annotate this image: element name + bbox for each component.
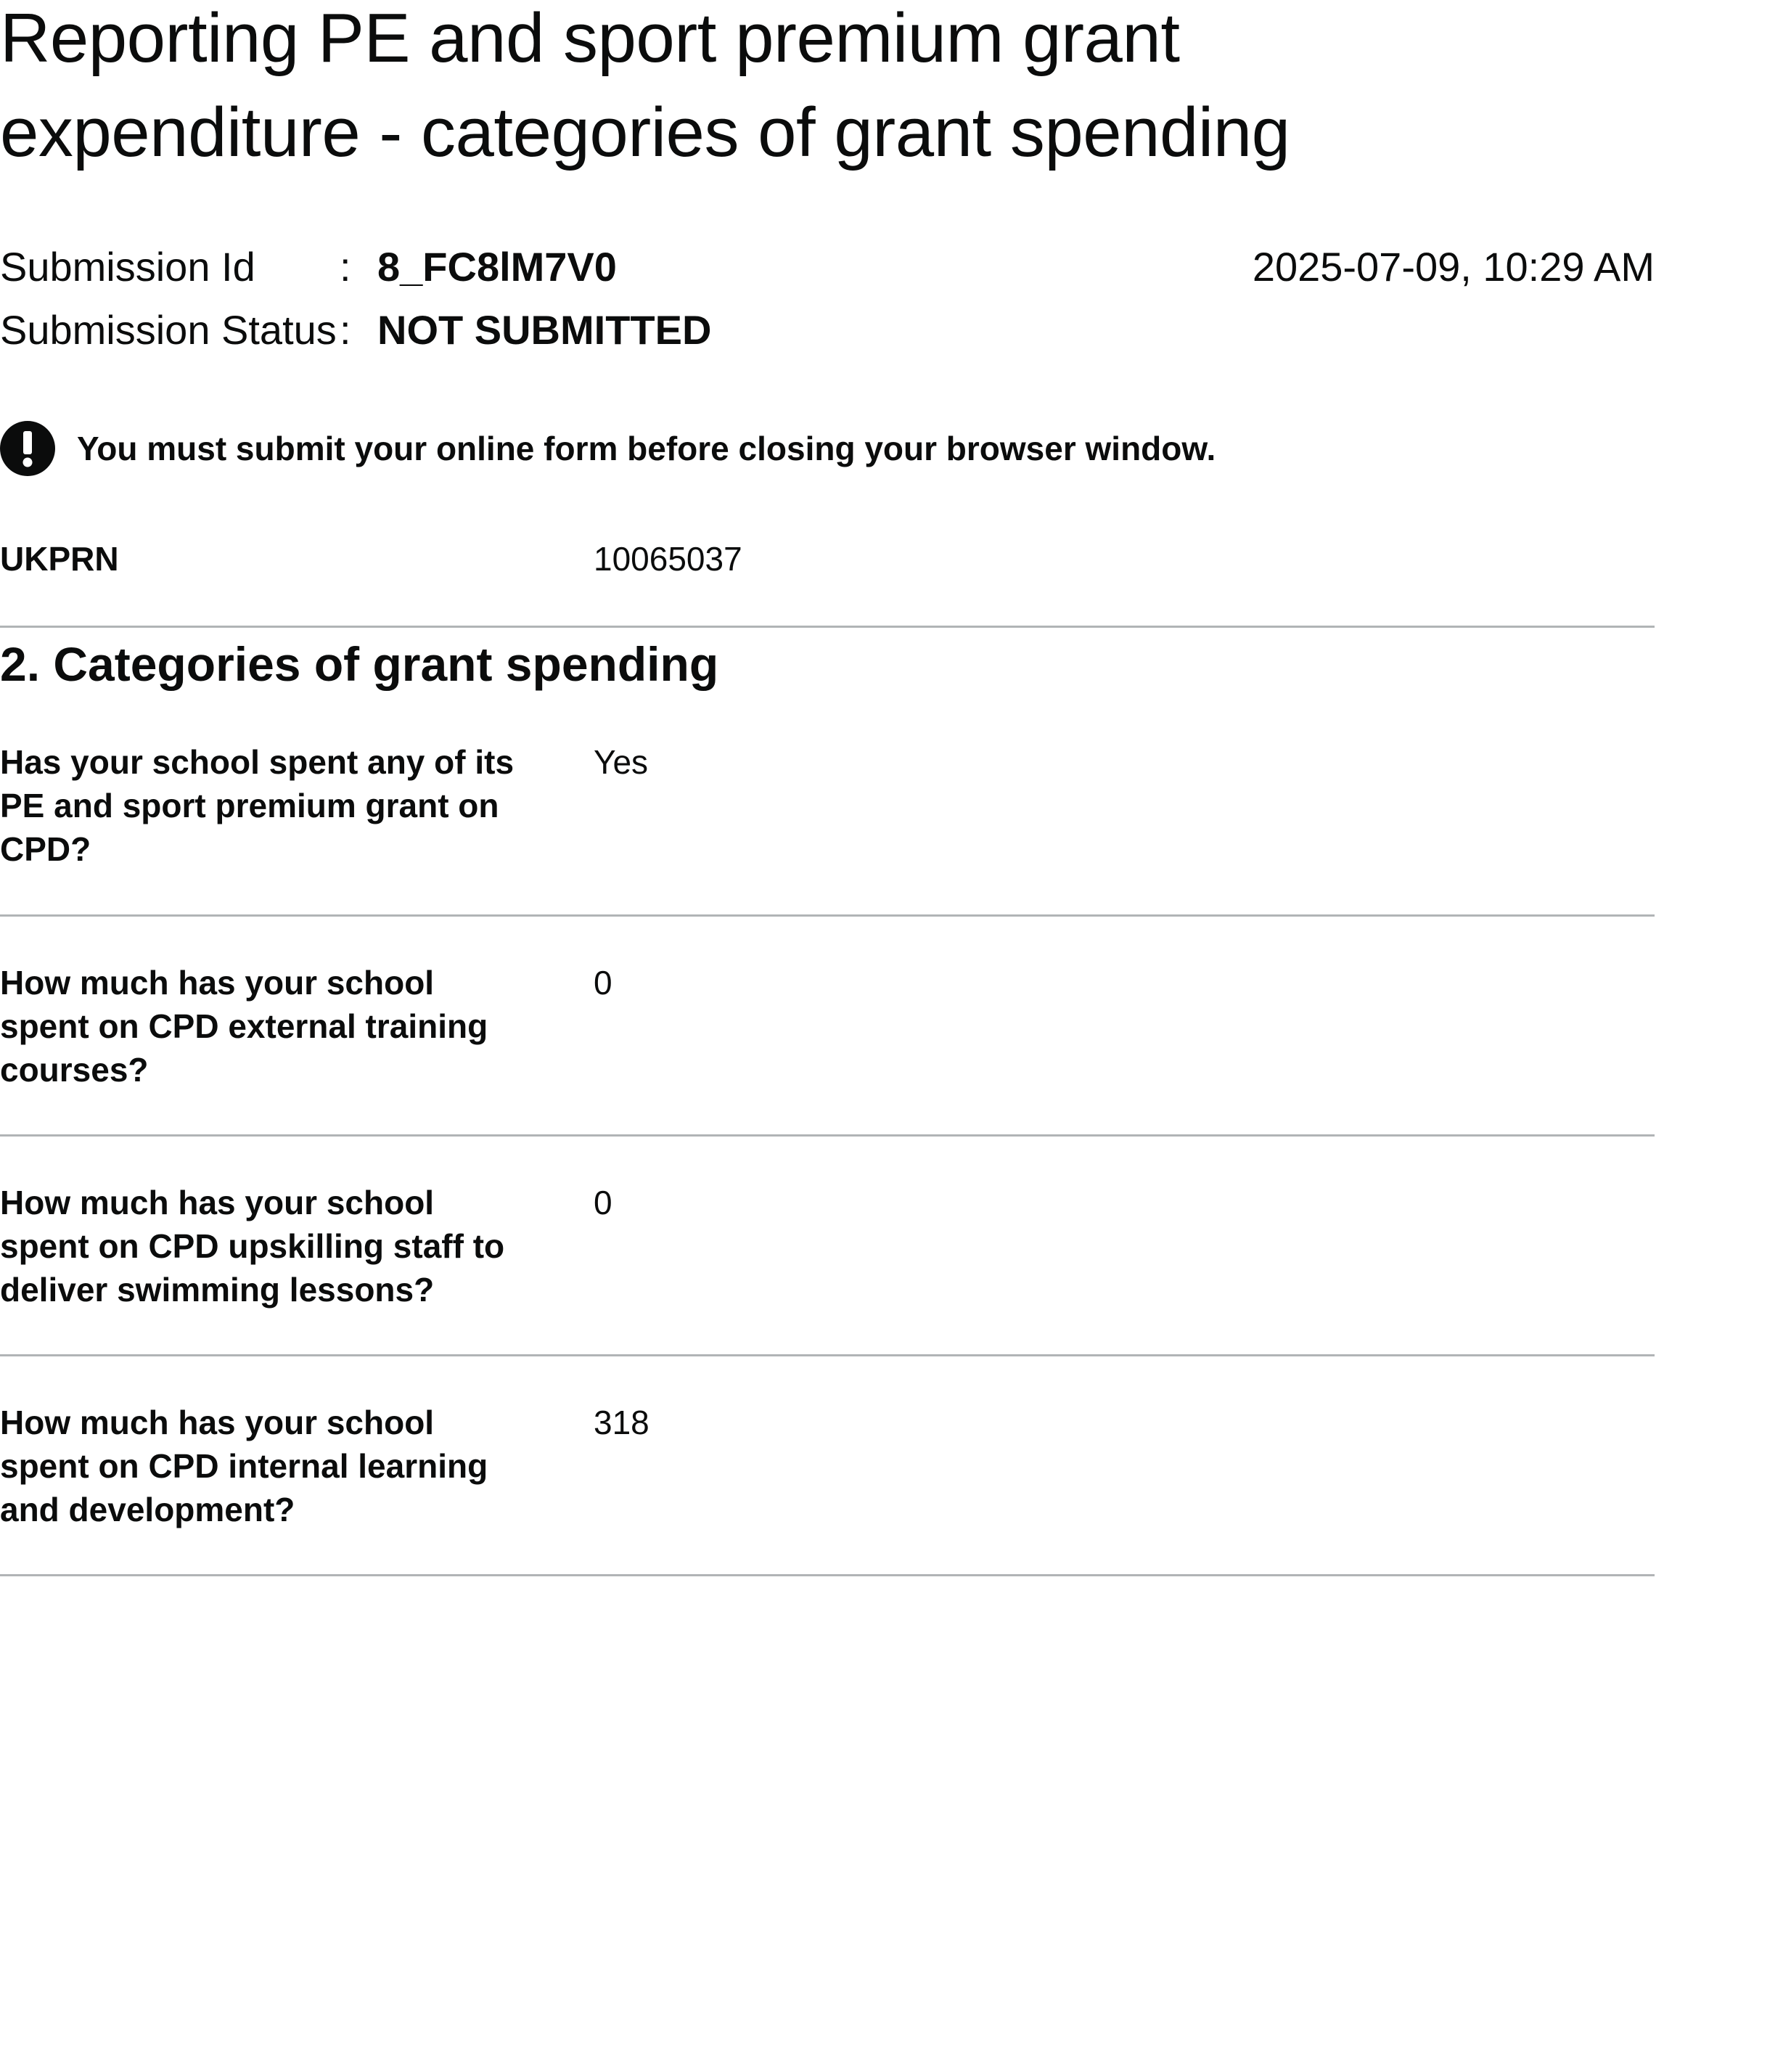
divider [0, 1354, 1655, 1356]
answer-value-cpd-spent: Yes [594, 743, 649, 781]
question-label-cpd-spent: Has your school spent any of its PE and sport premium grant on CPD? [0, 743, 515, 868]
question-label-external-training: How much has your school spent on CPD external training courses? [0, 964, 488, 1089]
warning-notice [0, 421, 1524, 476]
section-heading: 2. Categories of grant spending [0, 637, 719, 691]
ukprn-label: UKPRN [0, 540, 119, 578]
exclamation-icon [0, 421, 55, 476]
question-label-internal-learning: How much has your school spent on CPD internal learning and development? [0, 1404, 488, 1528]
submission-status-separator: : [340, 307, 351, 353]
submission-status-label: Submission Status [0, 307, 337, 353]
warning-text: You must submit your online form before closing your browser window. [77, 430, 1216, 467]
divider [0, 1134, 1655, 1137]
divider [0, 626, 1655, 628]
submission-status-value: NOT SUBMITTED [377, 307, 712, 353]
submission-id-separator: : [340, 244, 351, 290]
answer-value-external-training: 0 [594, 964, 612, 1002]
divider [0, 914, 1655, 917]
submission-id-value: 8_FC8lM7V0 [377, 244, 617, 290]
page-title: Reporting PE and sport premium grant expenditure - categories of grant spending [0, 0, 1290, 171]
ukprn-value: 10065037 [594, 540, 742, 578]
answer-value-internal-learning: 318 [594, 1404, 649, 1441]
divider [0, 1574, 1655, 1576]
submission-timestamp: 2025-07-09, 10:29 AM [1252, 244, 1655, 290]
answer-value-swimming-upskilling: 0 [594, 1184, 612, 1221]
submission-id-label: Submission Id [0, 244, 255, 290]
question-label-swimming-upskilling: How much has your school spent on CPD upskilling staff to deliver swimming lessons? [0, 1184, 505, 1309]
